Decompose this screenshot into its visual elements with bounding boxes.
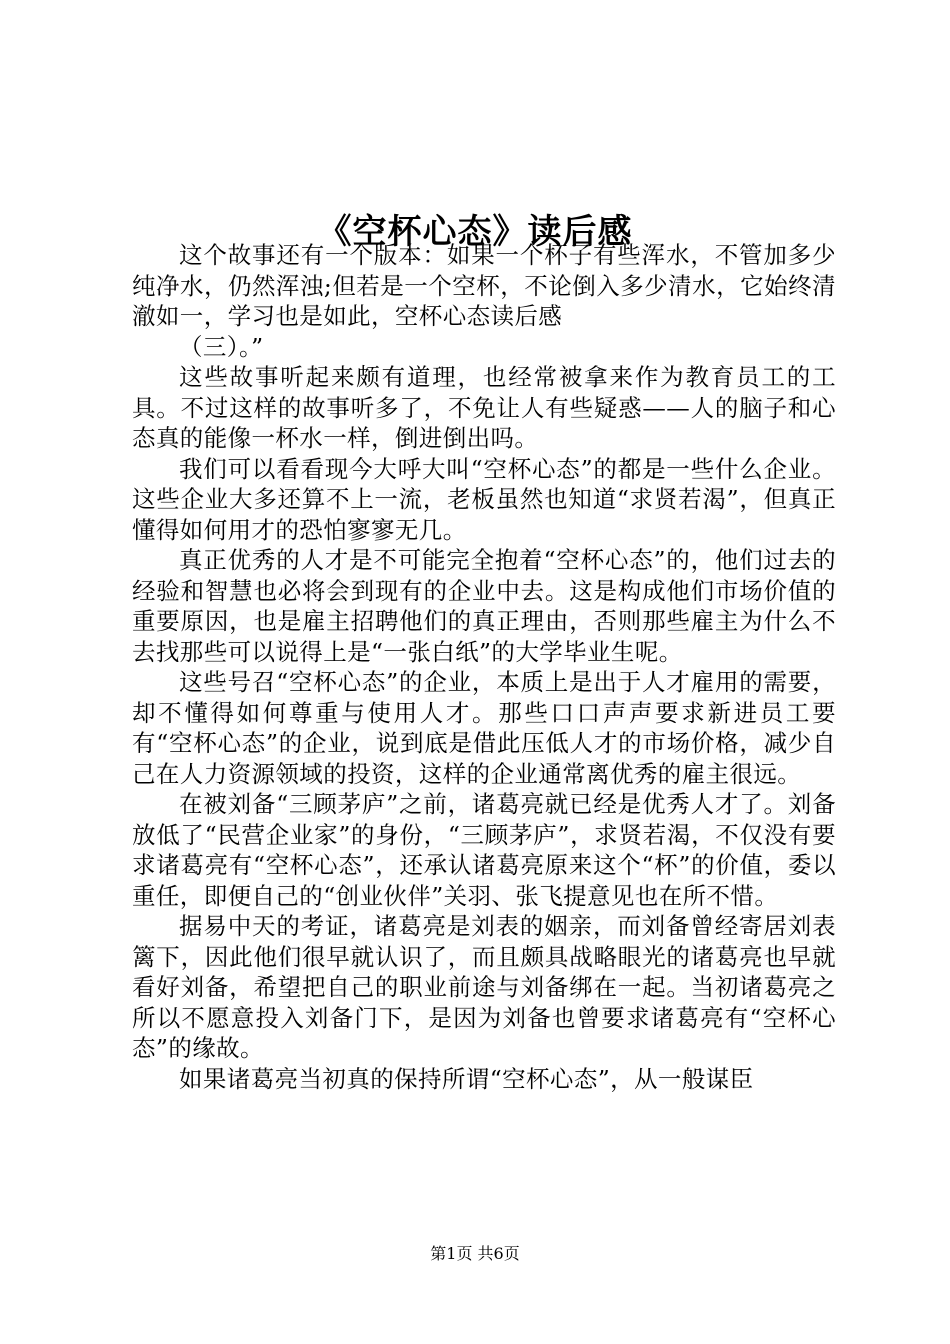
paragraph: 这些故事听起来颇有道理，也经常被拿来作为教育员工的工具。不过这样的故事听多了，不免让人有些疑惑——人的脑子和心态真的能像一杯水一样，倒进倒出吗。 xyxy=(132,363,836,452)
document-title: 《空杯心态》读后感 xyxy=(317,211,633,252)
paragraph: 真正优秀的人才是不可能完全抱着“空杯心态”的，他们过去的经验和智慧也必将会到现有的企业中去。这是构成他们市场价值的重要原因，也是雇主招聘他们的真正理由，否则那些雇主为什么不去找那些可以说得上是“一张白纸”的大学毕业生呢。 xyxy=(132,546,836,666)
paragraph: 在被刘备“三顾茅庐”之前，诸葛亮就已经是优秀人才了。刘备放低了“民营企业家”的身份，“三顾茅庐”，求贤若渴，不仅没有要求诸葛亮有“空杯心态”，还承认诸葛亮原来这个“杯”的价值，委以重任，即便自己的“创业伙伴”关羽、张飞提意见也在所不惜。 xyxy=(132,790,836,910)
paragraph: 如果诸葛亮当初真的保持所谓“空杯心态”，从一般谋臣 xyxy=(179,1064,754,1093)
paragraph: 这个故事还有一个版本：如果一个杯子有些浑水，不管加多少纯净水，仍然浑浊;但若是一个空杯，不论倒入多少清水，它始终清澈如一，学习也是如此，空杯心态读后感 xyxy=(132,241,836,330)
paragraph: （三）。” xyxy=(179,332,264,361)
document-body xyxy=(132,240,836,1094)
paragraph: 这些号召“空杯心态”的企业，本质上是出于人才雇用的需要，却不懂得如何尊重与使用人才。那些口口声声要求新进员工要有“空杯心态”的企业，说到底是借此压低人才的市场价格，减少自己在人力资源领域的投资，这样的企业通常离优秀的雇主很远。 xyxy=(132,668,836,788)
paragraph: 据易中天的考证，诸葛亮是刘表的姻亲，而刘备曾经寄居刘表篱下，因此他们很早就认识了，而且颇具战略眼光的诸葛亮也早就看好刘备，希望把自己的职业前途与刘备绑在一起。当初诸葛亮之所以不愿意投入刘备门下，是因为刘备也曾要求诸葛亮有“空杯心态”的缘故。 xyxy=(132,912,836,1062)
paragraph: 我们可以看看现今大呼大叫“空杯心态”的都是一些什么企业。这些企业大多还算不上一流，老板虽然也知道“求贤若渴”，但真正懂得如何用才的恐怕寥寥无几。 xyxy=(132,454,836,544)
page-footer: 第1页 共6页 xyxy=(430,1244,520,1263)
